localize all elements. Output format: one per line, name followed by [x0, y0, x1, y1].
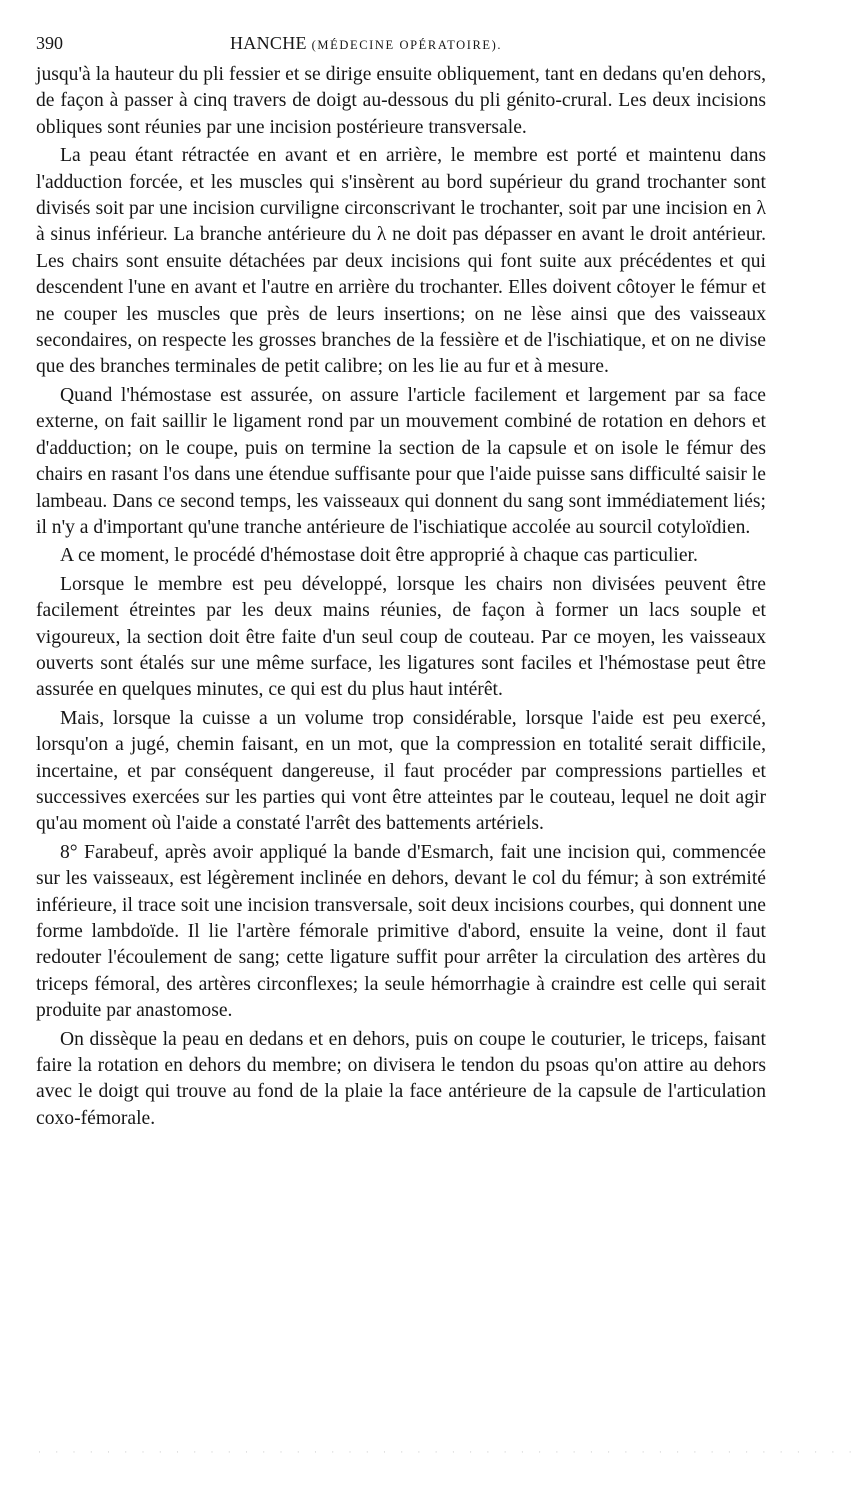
paragraph: A ce moment, le procédé d'hémostase doit être approprié à chaque cas particulier. — [60, 545, 698, 567]
paragraph: Lorsque le membre est peu développé, lorsque les chairs non divisées peuvent être facilement étreintes par les deux mains réunies, de façon à former un lacs souple et vigoureux, la section doit être faite d'un seul coup de couteau. Par ce moyen, les vaisseaux ouverts sont étalés sur une même surface, les ligatures sont faciles et l'hémostase peut être assurée en quelques minutes, ce qui est du plus haut intérêt. — [36, 573, 766, 701]
body-text — [36, 62, 766, 1132]
running-title-subtitle: (MÉDECINE OPÉRATOIRE). — [311, 38, 503, 52]
bleed-through-artifact: · · · · · · · · · · · · · · · · · · · · · · · · · · · · · · · · · · · · · · · · · · · · · · · · — [38, 1447, 858, 1457]
running-header — [36, 30, 766, 56]
paragraph: La peau étant rétractée en avant et en arrière, le membre est porté et maintenu dans l'adduction forcée, et les muscles qui s'insèrent au bord supérieur du grand trochanter sont divisés soit par une incision curviligne circonscrivant le trochanter, soit par une incision en λ à sinus inférieur. La branche antérieure du λ ne doit pas dépasser en avant le droit antérieur. Les chairs sont ensuite détachées par deux incisions qui font suite aux précédentes et qui descendent l'une en avant et l'autre en arrière du trochanter. Elles doivent côtoyer le fémur et ne couper les muscles que près de leurs insertions; on ne lèse ainsi que des vaisseaux secondaires, on respecte les grosses branches de la fessière et de l'ischiatique, et on ne divise que des branches terminales de petit calibre; on les lie au fur et à mesure. — [36, 145, 766, 378]
page — [36, 30, 766, 1134]
page-number: 390 — [36, 33, 63, 53]
paragraph: 8° Farabeuf, après avoir appliqué la bande d'Esmarch, fait une incision qui, commencée sur les vaisseaux, est légèrement inclinée en dehors, devant le col du fémur; à son extrémité inférieure, il trace soit une incision transversale, soit deux incisions courbes, qui donnent une forme lambdoïde. Il lie l'artère fémorale primitive d'abord, ensuite la veine, dont il faut redouter l'écoulement de sang; cette ligature suffit pour arrêter la circulation des artères du triceps fémoral, des artères circonflexes; la seule hémorrhagie à craindre est celle qui serait produite par anastomose. — [36, 841, 766, 1022]
running-title — [230, 30, 502, 58]
running-title-main: HANCHE — [230, 33, 307, 53]
paragraph: jusqu'à la hauteur du pli fessier et se dirige ensuite obliquement, tant en dedans qu'en dehors, de façon à passer à cinq travers de doigt au-dessous du pli génito-crural. Les deux incisions obliques sont réunies par une incision postérieure transversale. — [36, 64, 766, 138]
paragraph: Quand l'hémostase est assurée, on assure l'article facilement et largement par sa face externe, on fait saillir le ligament rond par un mouvement combiné de rotation en dehors et d'adduction; on le coupe, puis on termine la section de la capsule et on isole le fémur des chairs en rasant l'os dans une étendue suffisante pour que l'aide puisse sans difficulté saisir le lambeau. Dans ce second temps, les vaisseaux qui donnent du sang sont immédiatement liés; il n'y a d'important qu'une tranche antérieure de l'ischiatique accolée au sourcil cotyloïdien. — [36, 384, 766, 538]
paragraph: On dissèque la peau en dedans et en dehors, puis on coupe le couturier, le triceps, faisant faire la rotation en dehors du membre; on divisera le tendon du psoas qu'on attire au dehors avec le doigt qui trouve au fond de la plaie la face antérieure de la capsule de l'articulation coxo-fémorale. — [36, 1028, 766, 1129]
paragraph: Mais, lorsque la cuisse a un volume trop considérable, lorsque l'aide est peu exercé, lorsqu'on a jugé, chemin faisant, en un mot, que la compression en totalité serait difficile, incertaine, et par conséquent dangereuse, il faut procéder par compressions partielles et successives exercées sur les parties qui vont être atteintes par le couteau, lequel ne doit agir qu'au moment où l'aide a constaté l'arrêt des battements artériels. — [36, 707, 766, 835]
